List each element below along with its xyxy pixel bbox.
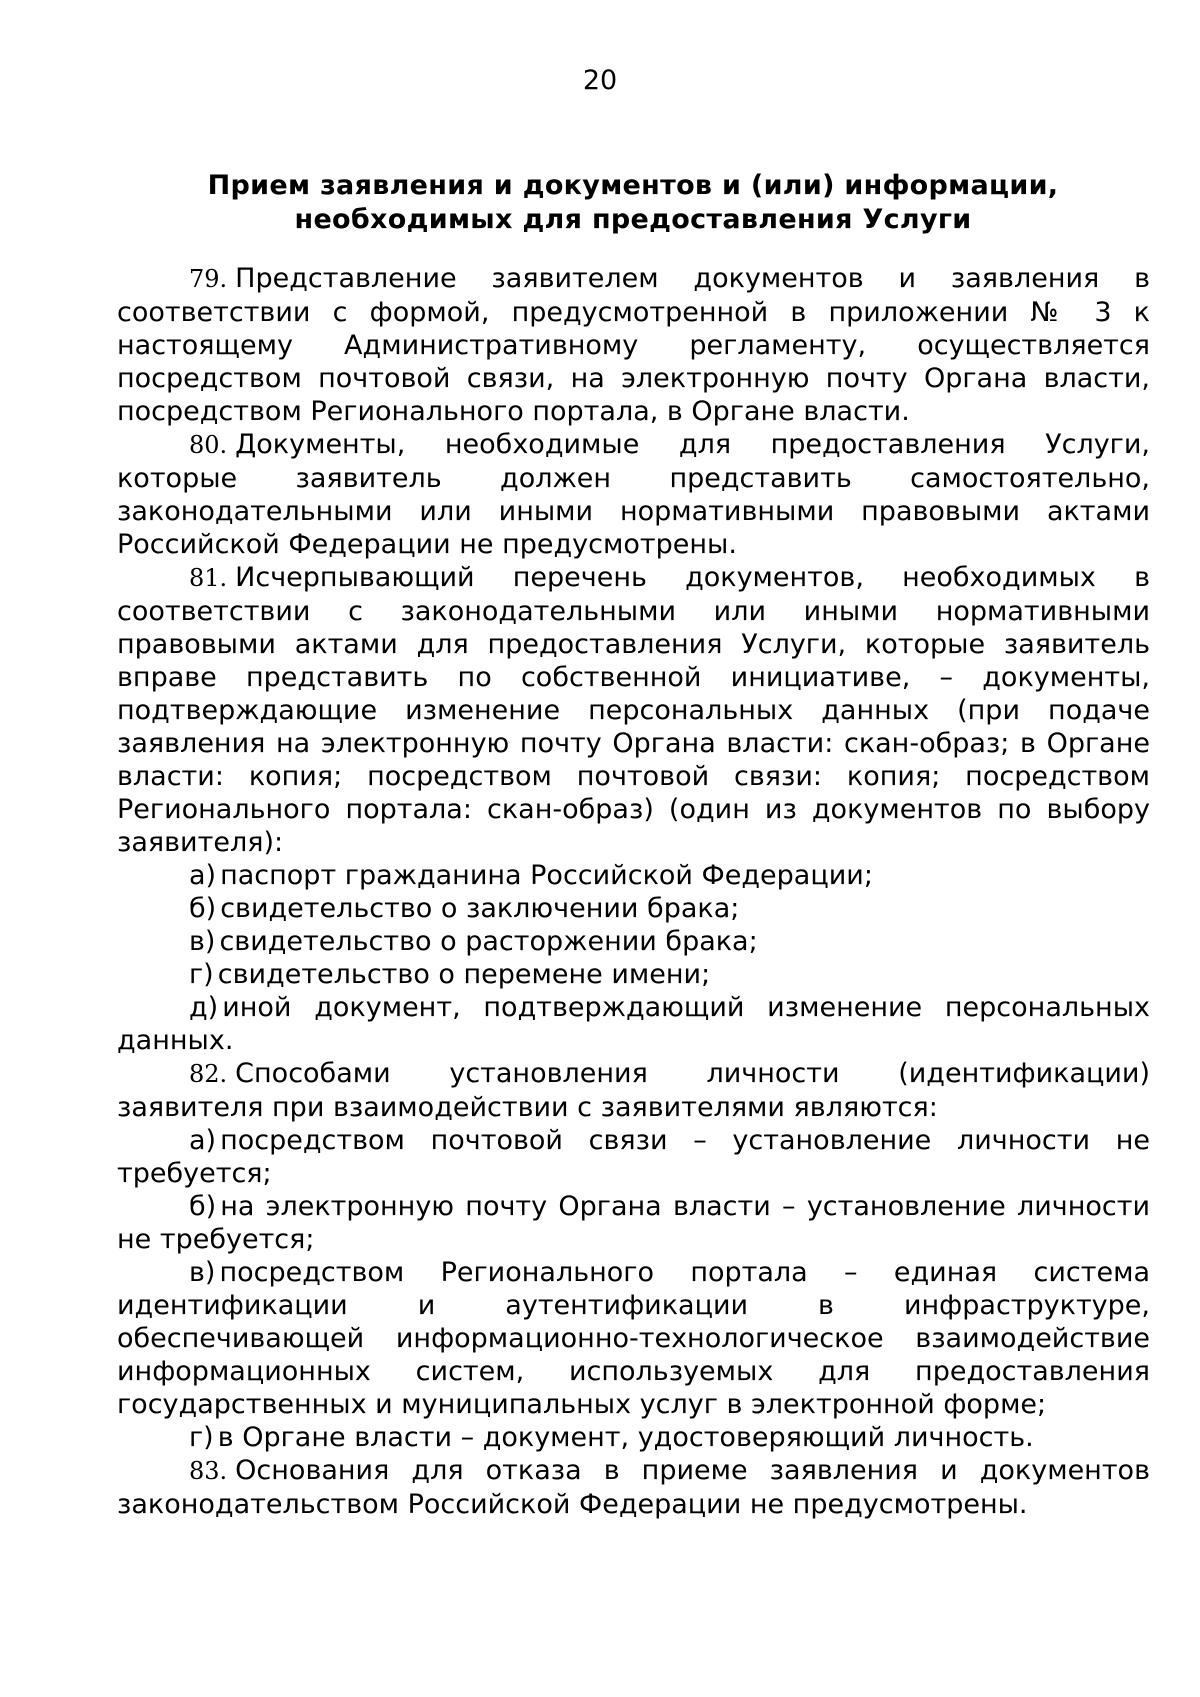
paragraph-82 xyxy=(117,1057,1150,1124)
paragraph-79 xyxy=(117,262,1150,428)
paragraph-number: 80. xyxy=(189,431,228,459)
list-item-text: паспорт гражданина Российской Федерации; xyxy=(220,860,873,891)
paragraph-number: 82. xyxy=(189,1060,228,1088)
paragraph-text: Способами установления личности (идентификации) заявителя при взаимодействии с заявителями являются: xyxy=(117,1058,1150,1123)
paragraph-text: Представление заявителем документов и заявления в соответствии с формой, предусмотренной в приложении № 3 к настоящему Административному регламенту, осуществляется посредством почтовой связи, на электронную почту Органа власти, посредством Регионального портала, в Органе власти. xyxy=(117,263,1150,427)
paragraph-80 xyxy=(117,428,1150,561)
paragraph-text: Основания для отказа в приеме заявления и документов законодательством Российской Федерации не предусмотрены. xyxy=(117,1455,1150,1520)
list-item-label: г) xyxy=(189,959,214,990)
list-item-82-v xyxy=(117,1256,1150,1421)
paragraph-number: 81. xyxy=(189,564,228,592)
paragraph-text: Исчерпывающий перечень документов, необходимых в соответствии с законодательными или иными нормативными правовыми актами для предоставления Услуги, которые заявитель вправе представить по собственной инициативе, – документы, подтверждающие изменение персональных данных (при подаче заявления на электронную почту Органа власти: скан-образ; в Органе власти: копия; посредством почтовой связи: копия; посредством Регионального портала: скан-образ) (один из документов по выбору заявителя): xyxy=(117,562,1150,858)
list-item-82-b xyxy=(117,1190,1150,1256)
list-item-label: в) xyxy=(189,1257,216,1288)
list-item-text: иной документ, подтверждающий изменение персональных данных. xyxy=(117,992,1150,1056)
document-body xyxy=(117,262,1150,1521)
list-item-label: д) xyxy=(189,992,219,1023)
list-item-81-g xyxy=(117,958,1150,991)
list-item-81-b xyxy=(117,892,1150,925)
list-item-text: свидетельство о перемене имени; xyxy=(217,959,711,990)
list-item-82-a xyxy=(117,1124,1150,1190)
list-item-text: свидетельство о заключении брака; xyxy=(220,893,740,924)
list-item-81-v xyxy=(117,925,1150,958)
list-item-label: в) xyxy=(189,926,216,957)
list-item-label: а) xyxy=(189,1125,217,1156)
list-item-text: посредством почтовой связи – установление личности не требуется; xyxy=(117,1125,1150,1189)
list-item-text: посредством Регионального портала – единая система идентификации и аутентификации в инфраструктуре, обеспечивающей информационно-технологическое взаимодействие информационных систем, используемых для предоставления государственных и муниципальных услуг в электронной форме; xyxy=(117,1257,1150,1420)
list-item-label: г) xyxy=(189,1422,214,1453)
section-title-line-1: Прием заявления и документов и (или) информации, xyxy=(207,170,1059,201)
list-item-81-a xyxy=(117,859,1150,892)
list-item-82-g xyxy=(117,1421,1150,1454)
list-item-text: свидетельство о расторжении брака; xyxy=(219,926,758,957)
list-item-81-d xyxy=(117,991,1150,1057)
paragraph-number: 79. xyxy=(189,265,228,293)
page-number: 20 xyxy=(582,65,618,96)
paragraph-83 xyxy=(117,1454,1150,1521)
paragraph-text: Документы, необходимые для предоставления Услуги, которые заявитель должен представить самостоятельно, законодательными или иными нормативными правовыми актами Российской Федерации не предусмотрены. xyxy=(117,429,1150,560)
list-item-text: в Органе власти – документ, удостоверяющий личность. xyxy=(217,1422,1034,1453)
list-item-label: б) xyxy=(189,893,217,924)
list-item-label: б) xyxy=(189,1191,217,1222)
section-title-line-2: необходимых для предоставления Услуги xyxy=(294,204,972,235)
section-title xyxy=(118,169,1148,237)
list-item-label: а) xyxy=(189,860,217,891)
paragraph-number: 83. xyxy=(189,1457,228,1485)
list-item-text: на электронную почту Органа власти – установление личности не требуется; xyxy=(117,1191,1150,1255)
paragraph-81 xyxy=(117,561,1150,859)
